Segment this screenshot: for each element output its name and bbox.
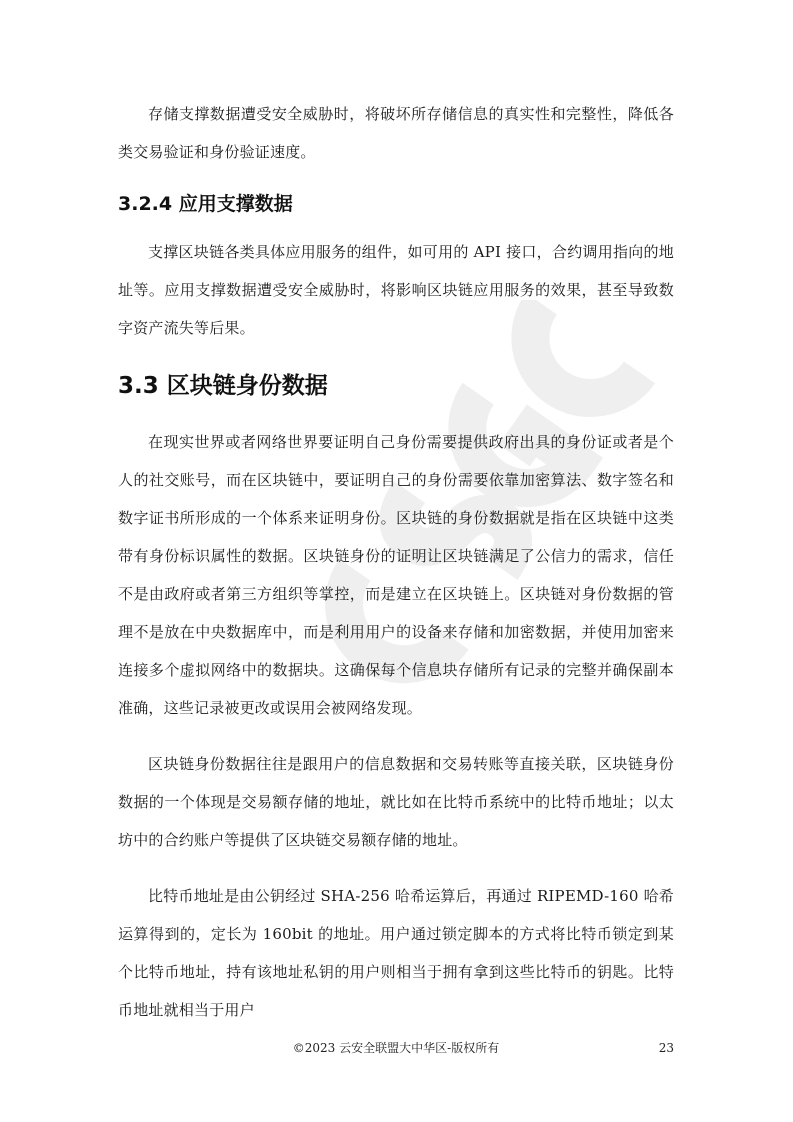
footer-copyright: ©2023 云安全联盟大中华区-版权所有: [292, 1041, 500, 1055]
paragraph-identity-intro: 在现实世界或者网络世界要证明自己身份需要提供政府出具的身份证或者是个人的社交账号，而在区块链中，要证明自己的身份需要依靠加密算法、数字签名和数字证书所形成的一个体系来证明身份。区块链的身份数据就是指在区块链中这类带有身份标识属性的数据。区块链身份的证明让区块链满足了公信力的需求，信任不是由政府或者第三方组织等掌控，而是建立在区块链上。区块链对身份数据的管理不是放在中央数据库中，而是利用用户的设备来存储和加密数据，并使用加密来连接多个虚拟网络中的数据块。这确保每个信息块存储所有记录的完整并确保副本准确，这些记录被更改或误用会被网络发现。: [118, 433, 674, 717]
paragraph-bitcoin-address: 比特币地址是由公钥经过 SHA-256 哈希运算后，再通过 RIPEMD-160 哈希运算得到的，定长为 160bit 的地址。用户通过锁定脚本的方式将比特币锁定到某个比特币地址，持有该地址私钥的用户则相当于拥有拿到这些比特币的钥匙。比特币地址就相当于用户: [118, 887, 674, 1019]
heading-3-2-4: 3.2.4 应用支撑数据: [118, 193, 293, 215]
paragraph-identity-address: 区块链身份数据往往是跟用户的信息数据和交易转账等直接关联，区块链身份数据的一个体现是交易额存储的地址，就比如在比特币系统中的比特币地址；以太坊中的合约账户等提供了区块链交易额存储的地址。: [118, 755, 674, 849]
document-body: [118, 95, 674, 1029]
heading-3-3: 3.3 区块链身份数据: [118, 373, 328, 399]
page-number: 23: [658, 1041, 674, 1055]
paragraph-storage-support: 存储支撑数据遭受安全威胁时，将破坏所存储信息的真实性和完整性，降低各类交易验证和身份验证速度。: [118, 105, 674, 161]
paragraph-application-support: 支撑区块链各类具体应用服务的组件，如可用的 API 接口，合约调用指向的地址等。应用支撑数据遭受安全威胁时，将影响区块链应用服务的效果，甚至导致数字资产流失等后果。: [118, 243, 674, 337]
